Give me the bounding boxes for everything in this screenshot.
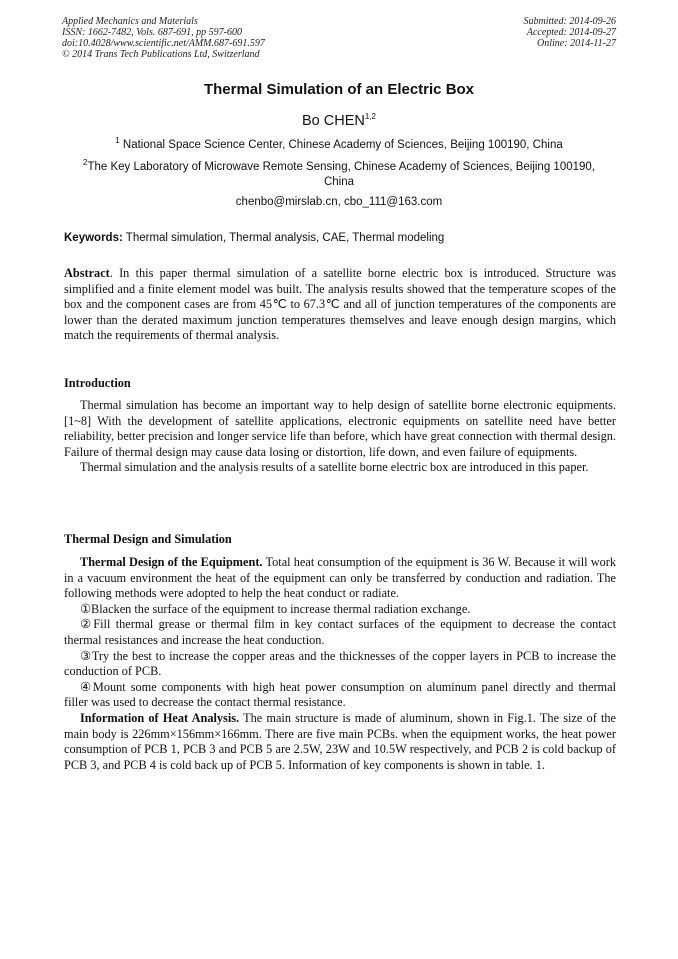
paper-title: Thermal Simulation of an Electric Box (203, 81, 475, 98)
affiliation-2: $^2$The Key Laboratory of Microwave Remote Sensing, Chinese Academy of Sciences, Beijing 100190, China (82, 158, 595, 188)
subheading: Thermal Design of the Equipment. (80, 555, 263, 569)
list-item: ①Blacken the surface of the equipment to increase thermal radiation exchange. (80, 601, 471, 616)
paragraph: Thermal Design of the Equipment. Total heat consumption of the equipment is 36 W. Because it will work in a vacuum environment the heat of the equipment can only be transferred by conduction and radiation. The following methods were adopted to help the heat conduct or radiate. (64, 555, 616, 601)
journal-info (62, 16, 265, 60)
publication-dates (524, 16, 617, 49)
copyright-line: © 2014 Trans Tech Publications Ltd, Switzerland (62, 49, 260, 60)
subheading: Information of Heat Analysis. (80, 710, 240, 725)
abstract-label: Abstract (64, 266, 110, 280)
paragraph: Information of Heat Analysis. The main structure is made of aluminum, shown in Fig.1. The size of the main body is 226mm×156mm×166mm. There are five main PCBs. when the equipment works, the heat power consumption of PCB 1, PCB 3 and PCB 5 are 2.5W, 23W and 10.5W respectively, and PCB 2 is cold backup of PCB 3, and PCB 4 is cold back up of PCB 5. Information of key components is shown in table. 1. (64, 710, 616, 772)
paragraph: Thermal simulation has become an important way to help design of satellite borne electronic equipments.[1~8] With the development of satellite applications, electronic equipments on satellite need have better reliability, better precision and longer service life than before, which have great connection with thermal design. Failure of thermal design may cause data losing or distortion, life down, and even failure of equipments. (64, 398, 616, 459)
affiliation-1: $^1$ National Space Science Center, Chinese Academy of Sciences, Beijing 100190, China (115, 136, 563, 151)
list-item: ④Mount some components with high heat power consumption on aluminum panel directly and thermal filler was used to decrease the contact thermal resistance. (64, 679, 616, 710)
author-name: Bo CHEN (302, 113, 365, 129)
online-date: Online: 2014-11-27 (537, 38, 616, 49)
keywords-text: Thermal simulation, Thermal analysis, CAE, Thermal modeling (125, 232, 445, 244)
journal-name: Applied Mechanics and Materials (62, 16, 198, 27)
author-email: chenbo@mirslab.cn, cbo_111@163.com (235, 196, 443, 208)
author-affiliation-marks: 1,2 (364, 112, 376, 122)
keywords (64, 232, 616, 244)
paragraph: Thermal simulation and the analysis results of a satellite borne electric box are introduced in this paper. (80, 460, 589, 475)
abstract-text: . In this paper thermal simulation of a satellite borne electric box is introduced. Structure was simplified and a finite element model was built. The analysis results showed that the temperature scopes of the box and the component cases are from 45℃ to 67.3℃ and all of junction temperatures of the components are lower than the derated maximum junction temperatures themselves and leave enough design margins, which match the requirements of thermal analysis. (64, 266, 616, 343)
abstract (64, 266, 616, 344)
section-heading-introduction: Introduction (64, 376, 131, 390)
submitted-date: Submitted: 2014-09-26 (523, 16, 616, 27)
thermal-design-body (64, 555, 616, 773)
keywords-label: Keywords: (64, 232, 123, 244)
issn-line: ISSN: 1662-7482, Vols. 687-691, pp 597-600 (62, 27, 242, 38)
author (0, 113, 678, 129)
list-item: ③Try the best to increase the copper areas and the thicknesses of the copper layers in PCB to increase the conduction of PCB. (64, 648, 616, 679)
section-heading-thermal-design: Thermal Design and Simulation (64, 532, 232, 546)
accepted-date: Accepted: 2014-09-27 (526, 27, 616, 38)
doi-line: doi:10.4028/www.scientific.net/AMM.687-691.597 (62, 38, 265, 49)
list-item: ②Fill thermal grease or thermal film in key contact surfaces of the equipment to decrease the contact thermal resistances and increase the heat conduction. (64, 617, 616, 647)
introduction-body (64, 398, 616, 476)
